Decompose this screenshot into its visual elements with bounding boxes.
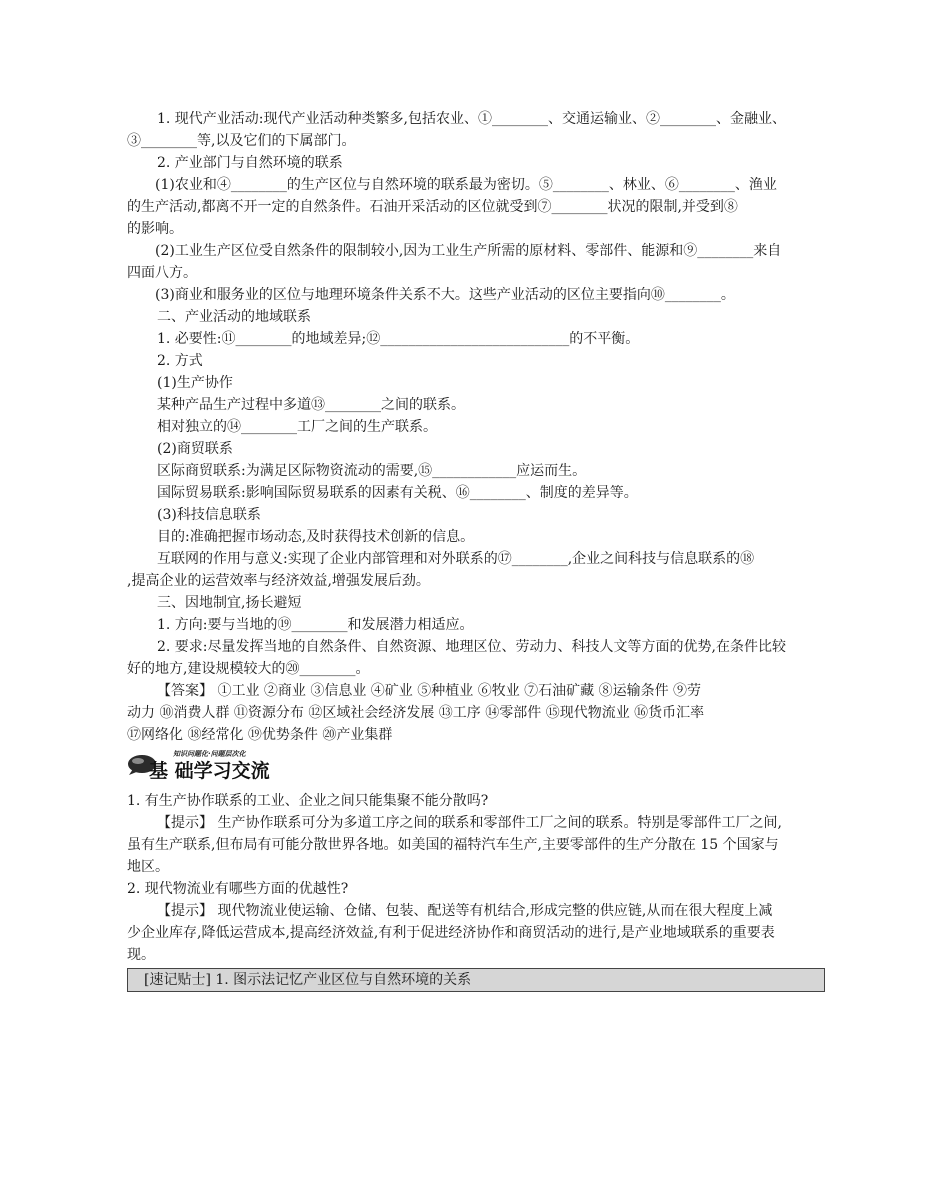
fill-in-section [127,108,825,746]
text-line: 的影响。 [127,221,183,237]
text-line: 好的地方,建设规模较大的⑳________。 [127,661,370,677]
text-line: 2. 方式 [157,353,203,369]
text-line: 三、因地制宜,扬长避短 [157,595,302,611]
text-line: 2. 现代物流业有哪些方面的优越性? [127,881,349,897]
text-line: 相对独立的⑭________工厂之间的生产联系。 [157,419,437,435]
text-line: 2. 要求:尽量发挥当地的自然条件、自然资源、地理区位、劳动力、科技人文等方面的优势,在条件比较 [157,639,786,655]
text-line: 1. 现代产业活动:现代产业活动种类繁多,包括农业、①________、交通运输业、②________、金融业、 [157,111,786,127]
document-page [127,108,825,992]
section-header [127,748,825,784]
text-line: (1)生产协作 [157,375,233,391]
text-line: 地区。 [127,859,169,875]
text-line: ③________等,以及它们的下属部门。 [127,133,356,149]
text-line: 虽有生产联系,但布局有可能分散世界各地。如美国的福特汽车生产,主要零部件的生产分散在 15 个国家与 [127,837,779,853]
text-line: 某种产品生产过程中多道⑬________之间的联系。 [157,397,465,413]
header-title: 基 础学习交流 [149,760,270,782]
text-line: 【答案】 ①工业 ②商业 ③信息业 ④矿业 ⑤种植业 ⑥牧业 ⑦石油矿藏 ⑧运输条件 ⑨劳 [157,683,702,699]
tip-box: [速记贴士] 1. 图示法记忆产业区位与自然环境的关系 [127,968,825,992]
header-subtitle: 知识问题化·问题层次化 [173,750,246,758]
text-line: 1. 方向:要与当地的⑲________和发展潜力相适应。 [157,617,474,633]
text-line: 【提示】 现代物流业使运输、仓储、包装、配送等有机结合,形成完整的供应链,从而在很大程度上减 [157,903,773,919]
text-line: ,提高企业的运营效率与经济效益,增强发展后劲。 [127,573,430,589]
text-line: 目的:准确把握市场动态,及时获得技术创新的信息。 [157,529,475,545]
text-line: (2)工业生产区位受自然条件的限制较小,因为工业生产所需的原材料、零部件、能源和⑨________来自 [155,243,782,259]
text-line: 1. 必要性:⑪________的地域差异;⑫___________________________的不平衡。 [157,331,640,347]
text-line: ⑰网络化 ⑱经常化 ⑲优势条件 ⑳产业集群 [127,727,393,743]
text-line: 现。 [127,947,155,963]
text-line: (1)农业和④________的生产区位与自然环境的联系最为密切。⑤________、林业、⑥________、渔业 [155,177,777,193]
text-line: 互联网的作用与意义:实现了企业内部管理和对外联系的⑰________,企业之间科技与信息联系的⑱ [157,551,755,567]
text-line: 二、产业活动的地域联系 [157,309,311,325]
text-line: 2. 产业部门与自然环境的联系 [157,155,343,171]
text-line: (3)商业和服务业的区位与地理环境条件关系不大。这些产业活动的区位主要指向⑩________。 [155,287,735,303]
text-line: 【提示】 生产协作联系可分为多道工序之间的联系和零部件工厂之间的联系。特别是零部件工厂之间, [157,815,782,831]
text-line: 国际贸易联系:影响国际贸易联系的因素有关税、⑯________、制度的差异等。 [157,485,638,501]
text-line: (2)商贸联系 [157,441,233,457]
text-line: 动力 ⑩消费人群 ⑪资源分布 ⑫区域社会经济发展 ⑬工序 ⑭零部件 ⑮现代物流业 ⑯货币汇率 [127,705,705,721]
text-line: 少企业库存,降低运营成本,提高经济效益,有利于促进经济协作和商贸活动的进行,是产业地域联系的重要表 [127,925,775,941]
text-line: 四面八方。 [127,265,197,281]
text-line: 的生产活动,都离不开一定的自然条件。石油开采活动的区位就受到⑦________状况的限制,并受到⑧ [127,199,738,215]
text-line: 区际商贸联系:为满足区际物资流动的需要,⑮____________应运而生。 [157,463,587,479]
text-line: 1. 有生产协作联系的工业、企业之间只能集聚不能分散吗? [127,793,489,809]
text-line: (3)科技信息联系 [157,507,261,523]
discussion-section [127,790,825,966]
